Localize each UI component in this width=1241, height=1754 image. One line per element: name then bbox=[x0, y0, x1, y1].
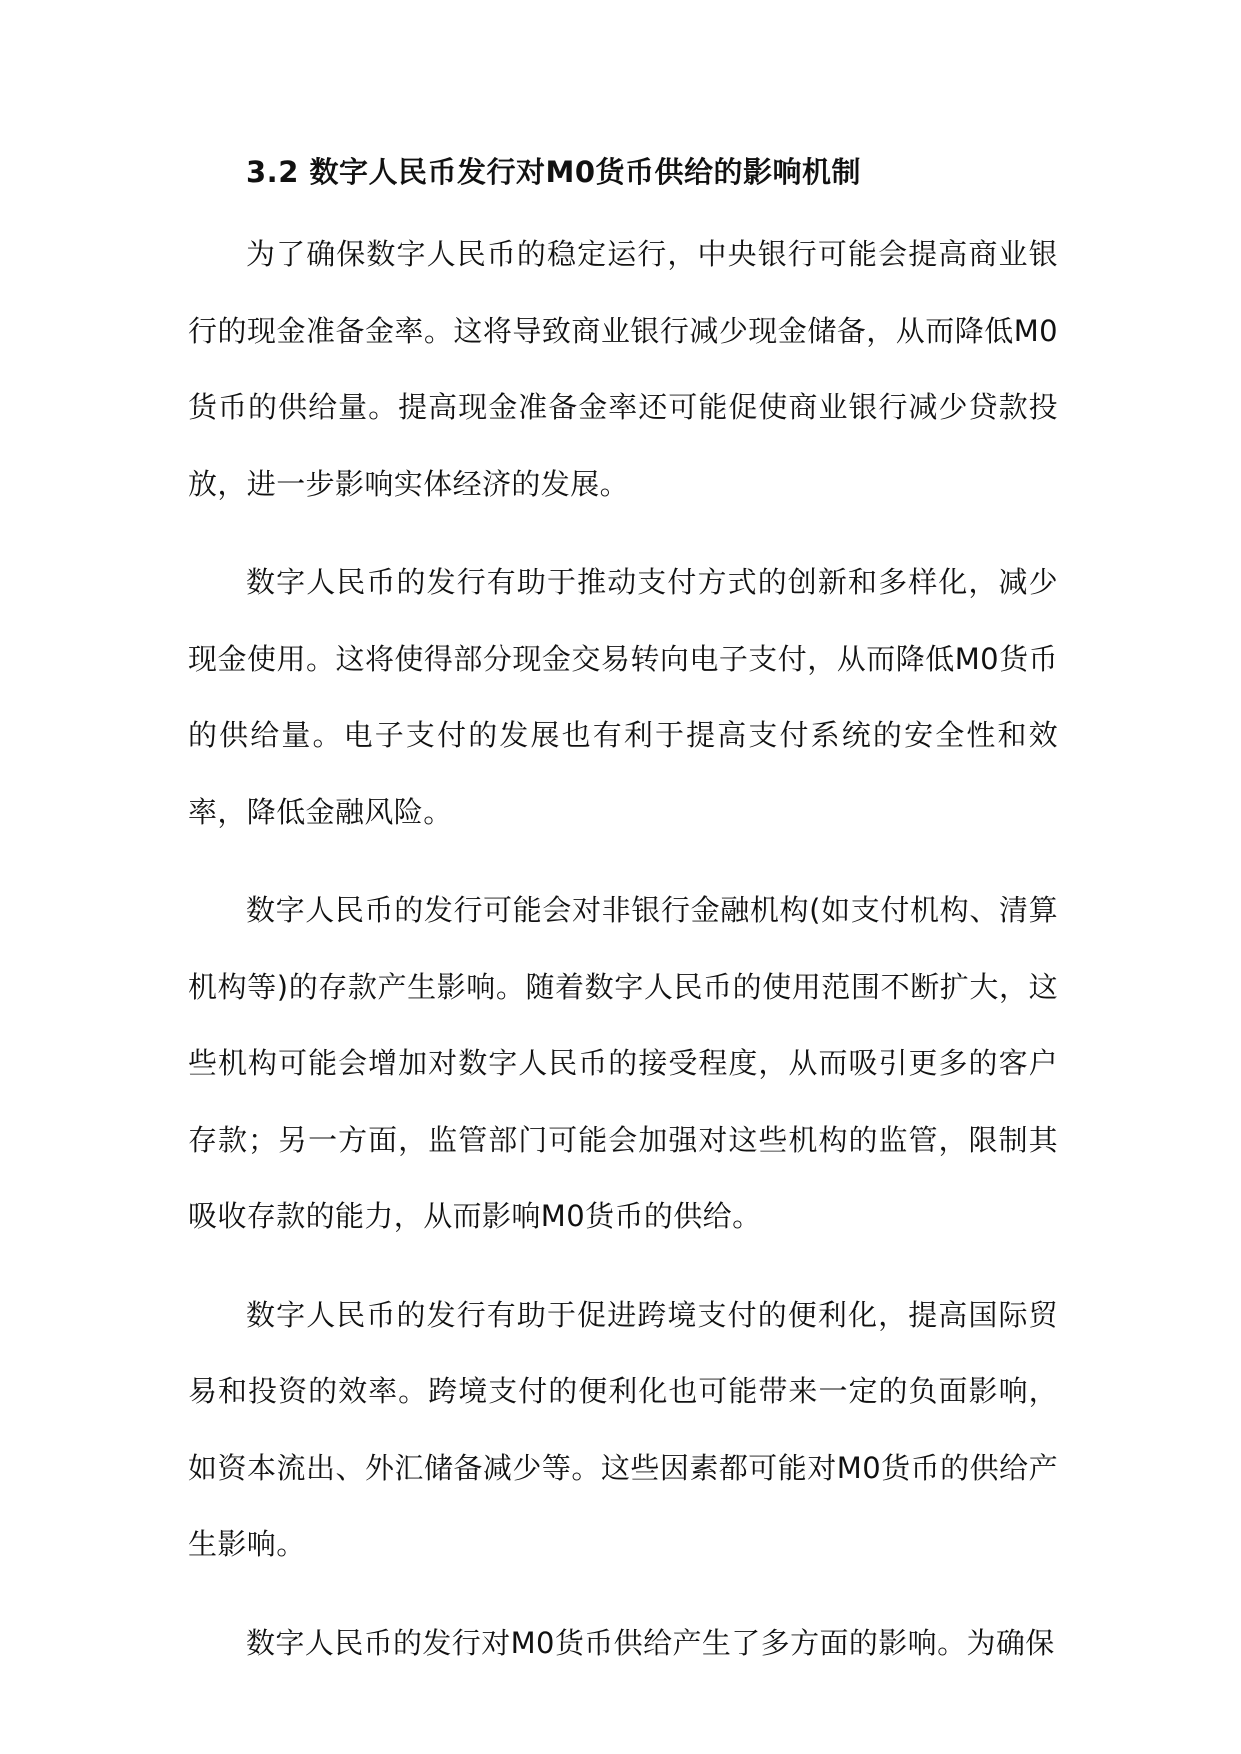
paragraph-cross-border: 数字人民币的发行有助于促进跨境支付的便利化，提高国际贸易和投资的效率。跨境支付的便利化也可能带来一定的负面影响，如资本流出、外汇储备减少等。这些因素都可能对M0货币的供给产生影响。 bbox=[188, 1297, 1058, 1561]
section-heading: 3.2 数字人民币发行对M0货币供给的影响机制 bbox=[246, 155, 862, 189]
document-body bbox=[188, 150, 1058, 1703]
paragraph-summary: 数字人民币的发行对M0货币供给产生了多方面的影响。为确保 bbox=[246, 1625, 1055, 1660]
paragraph-non-bank-institutions: 数字人民币的发行可能会对非银行金融机构(如支付机构、清算机构等)的存款产生影响。随着数字人民币的使用范围不断扩大，这些机构可能会增加对数字人民币的接受程度，从而吸引更多的客户存款；另一方面，监管部门可能会加强对这些机构的监管，限制其吸收存款的能力，从而影响M0货币的供给。 bbox=[188, 893, 1058, 1233]
paragraph-payment-innovation: 数字人民币的发行有助于推动支付方式的创新和多样化，减少现金使用。这将使得部分现金交易转向电子支付，从而降低M0货币的供给量。电子支付的发展也有利于提高支付系统的安全性和效率，降低金融风险。 bbox=[188, 565, 1058, 829]
paragraph-reserve-ratio: 为了确保数字人民币的稳定运行，中央银行可能会提高商业银行的现金准备金率。这将导致商业银行减少现金储备，从而降低M0货币的供给量。提高现金准备金率还可能促使商业银行减少贷款投放，进一步影响实体经济的发展。 bbox=[188, 237, 1058, 501]
